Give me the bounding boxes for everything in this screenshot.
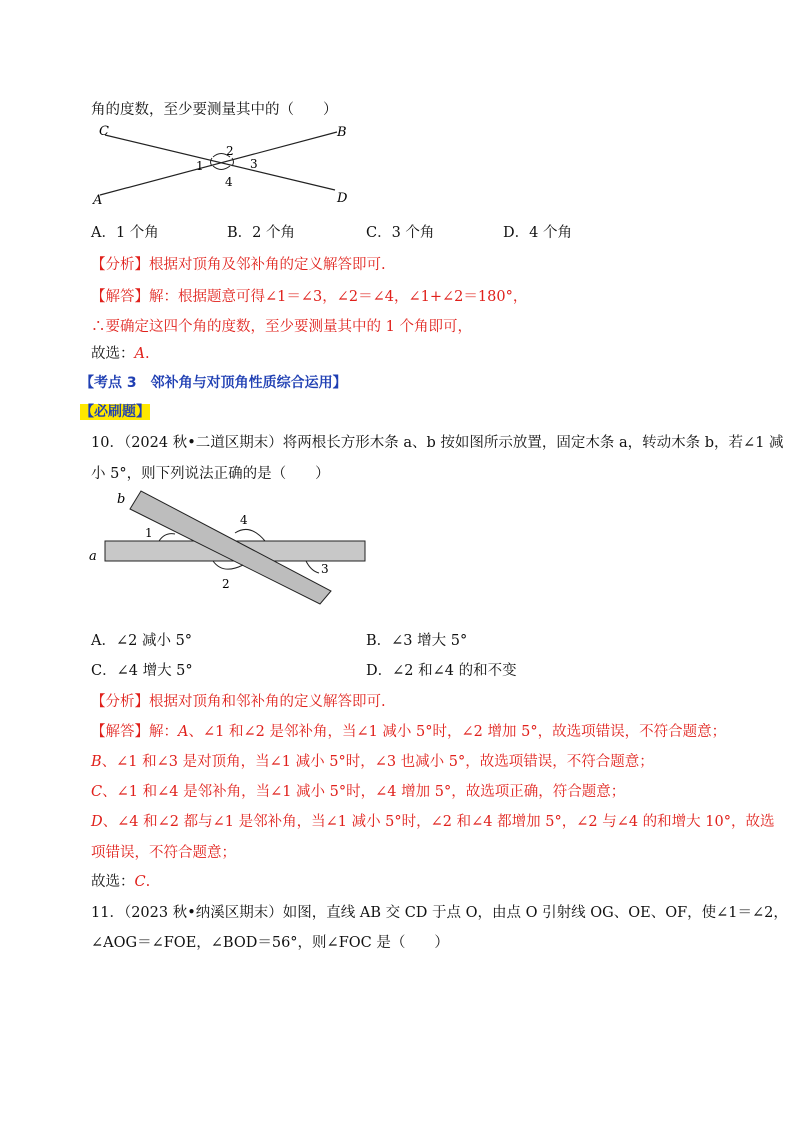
arc-angle-3 [306, 561, 319, 573]
label-angle-2: 2 [222, 577, 230, 591]
q10-sol-b-text: 、∠1 和∠3 是对顶角，当∠1 减小 5°时，∠3 也减小 5°，故选项错误，不符合题意； [101, 754, 654, 770]
q10-answer-suffix: . [145, 874, 151, 890]
q9-solution-2: ∴要确定这四个角的度数，至少要测量其中的 1 个角即可， [91, 319, 472, 335]
label-b: b [117, 492, 126, 507]
label-c: C [99, 124, 109, 139]
q10-solution-b [91, 752, 654, 772]
arc-angle-4 [235, 529, 265, 541]
q10-sol-a-letter: A [178, 724, 189, 740]
label-angle-4: 4 [225, 175, 233, 189]
label-angle-1: 1 [145, 526, 153, 540]
q9-answer-prefix: 故选： [91, 346, 135, 362]
section-title: 【考点 3 邻补角与对顶角性质综合运用】 [80, 375, 347, 391]
section-tag-label: 【必刷题】 [80, 404, 150, 420]
arc-angle-4 [213, 166, 230, 170]
q9-figure [85, 120, 355, 212]
arc-angle-1 [211, 158, 213, 166]
q9-option-a: A．1 个角 [91, 225, 159, 241]
q9-option-b: B．2 个角 [227, 225, 295, 241]
q10-option-c: C．∠4 增大 5° [91, 663, 193, 679]
q10-sol-b-letter: B [91, 754, 102, 770]
q10-solution-a [91, 722, 726, 742]
label-angle-1: 1 [196, 159, 204, 173]
q10-solution-d-cont: 项错误，不符合题意； [91, 845, 236, 861]
q10-answer-prefix: 故选： [91, 874, 135, 890]
section-tag [80, 402, 150, 422]
q10-option-b: B．∠3 增大 5° [366, 633, 468, 649]
arc-angle-3 [232, 158, 234, 166]
q9-answer-letter: A [134, 346, 145, 362]
line-ab [100, 132, 337, 195]
label-angle-4: 4 [240, 513, 248, 527]
q10-analysis: 【分析】根据对顶角和邻补角的定义解答即可. [91, 694, 386, 710]
q9-answer [91, 344, 150, 364]
q10-option-a: A．∠2 减小 5° [91, 633, 193, 649]
q10-sol-a-prefix: 【解答】解： [91, 724, 178, 740]
q10-solution-d [91, 812, 775, 832]
q10-sol-a-text: 、∠1 和∠2 是邻补角，当∠1 减小 5°时，∠2 增加 5°，故选项错误，不符合题意； [188, 724, 727, 740]
q9-answer-suffix: . [144, 346, 150, 362]
q10-sol-d-text: 、∠4 和∠2 都与∠1 是邻补角，当∠1 减小 5°时，∠2 和∠4 都增加 5°，∠2 与∠4 的和增大 10°，故选 [102, 814, 775, 830]
q11-stem-1: 11．（2023 秋•纳溪区期末）如图，直线 AB 交 CD 于点 O，由点 O 引射线 OG、OE、OF，使∠1＝∠2， [91, 905, 788, 921]
q10-sol-d-letter: D [91, 814, 103, 830]
label-a: A [93, 193, 103, 208]
label-d: D [337, 191, 348, 206]
label-angle-3: 3 [321, 562, 329, 576]
q10-answer [91, 872, 150, 892]
q10-solution-c [91, 782, 625, 802]
q10-stem-1: 10．（2024 秋•二道区期末）将两根长方形木条 a、b 按如图所示放置，固定木条 a，转动木条 b，若∠1 减 [91, 435, 784, 451]
q10-sol-c-letter: C [91, 784, 103, 800]
q9-option-d: D．4 个角 [503, 225, 572, 241]
label-a: a [89, 549, 97, 564]
q9-analysis: 【分析】根据对顶角及邻补角的定义解答即可. [91, 257, 386, 273]
q10-sol-c-text: 、∠1 和∠4 是邻补角，当∠1 减小 5°时，∠4 增加 5°，故选项正确，符合题意； [102, 784, 626, 800]
q10-figure [85, 487, 375, 607]
q10-option-d: D．∠2 和∠4 的和不变 [366, 663, 517, 679]
q10-answer-letter: C [134, 874, 146, 890]
q11-stem-2: ∠AOG＝∠FOE，∠BOD＝56°，则∠FOC 是（ ） [91, 935, 449, 951]
arc-angle-1 [159, 534, 175, 541]
label-angle-2: 2 [226, 144, 234, 158]
label-b: B [337, 125, 347, 140]
q9-option-c: C．3 个角 [366, 225, 435, 241]
label-angle-3: 3 [250, 157, 258, 171]
q9-stem-tail: 角的度数，至少要测量其中的（ ） [91, 102, 338, 118]
q9-solution-1: 【解答】解：根据题意可得∠1＝∠3，∠2＝∠4，∠1+∠2＝180°， [91, 289, 528, 305]
q10-stem-2: 小 5°，则下列说法正确的是（ ） [91, 466, 330, 482]
